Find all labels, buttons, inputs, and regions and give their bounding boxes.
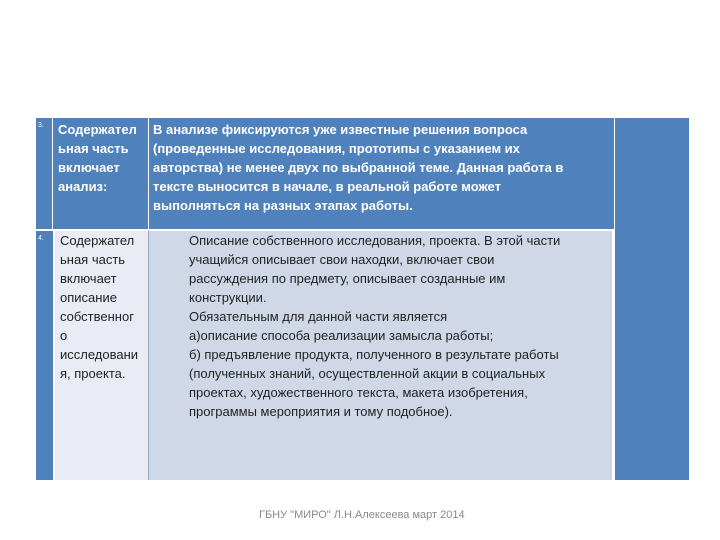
row-3-heading: Содержател ьная часть включает анализ: (58, 122, 137, 194)
row-3-body: В анализе фиксируются уже известные решения вопроса (проведенные исследования, прототипы с указанием их авторства) не менее двух по выбранной теме. Данная работа в тексте выносится в начале, в реальной работе может выполняться на разных этапах работы. (153, 122, 564, 213)
percent-label: 40% (617, 118, 632, 125)
criteria-table (36, 118, 689, 480)
row-4-body-cell (149, 229, 614, 480)
row-3-number-cell (36, 118, 53, 229)
row-4-heading-cell (53, 229, 149, 480)
row-4-body: Описание собственного исследования, проекта. В этой части учащийся описывает свои находки, включает свои рассуждения по предмету, описывает созданные им конструкции. Обязательным для данной части является а)описание способа реализации замысла работы; б) предъявление продукта, полученного в результате работы (полученных знаний, осуществленной акции в социальных проектах, художественного текста, макета изобретения, программы мероприятия и тому подобное). (189, 233, 561, 419)
score-column (614, 118, 689, 480)
row-3-heading-cell (53, 118, 149, 229)
row-3-body-cell (149, 118, 614, 229)
row-4-heading: Содержател ьная часть включает описание собственног о исследовани я, проекта. (60, 233, 139, 381)
row-4-number: 4. (38, 235, 44, 242)
row-4-number-cell (36, 229, 53, 480)
row-3-number: 3. (38, 122, 44, 129)
footer-credit: ГБНУ "МИРО" Л.Н.Алексеева март 2014 (259, 509, 465, 521)
